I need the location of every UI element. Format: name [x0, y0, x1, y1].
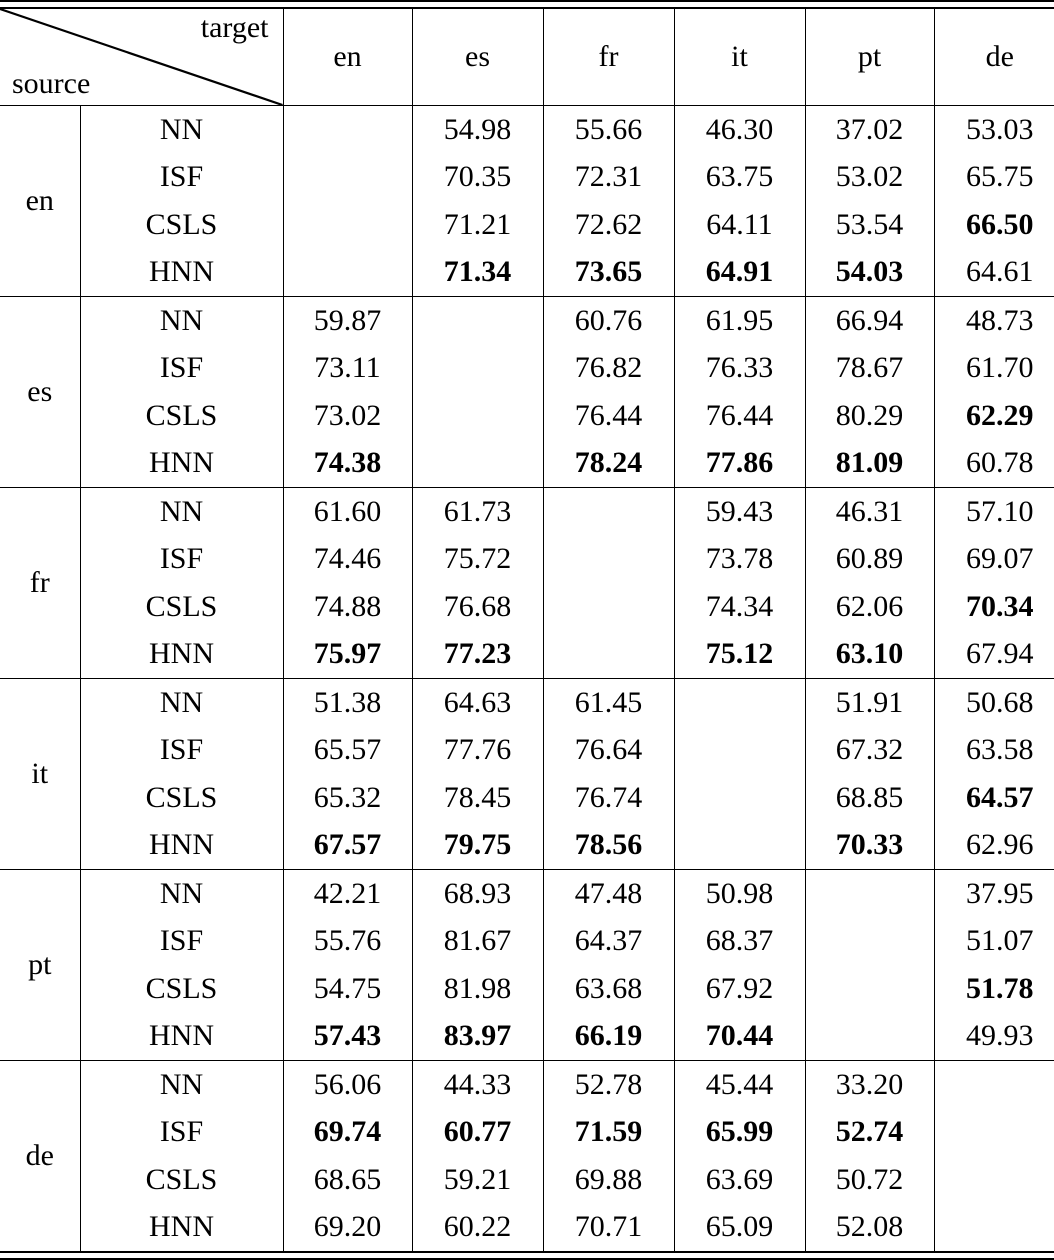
score-cell: 65.99: [674, 1109, 805, 1157]
score-cell: 59.43: [674, 488, 805, 536]
score-cell: 68.37: [674, 918, 805, 966]
score-cell: 49.93: [934, 1013, 1054, 1061]
method-label: CSLS: [80, 774, 283, 822]
score-cell: 46.30: [674, 106, 805, 154]
score-cell-empty: [543, 488, 674, 536]
score-cell: 37.02: [805, 106, 934, 154]
method-label: ISF: [80, 154, 283, 202]
score-cell: 72.62: [543, 201, 674, 249]
table-head: [0, 1, 1054, 106]
score-cell: 63.58: [934, 727, 1054, 775]
score-cell: 44.33: [412, 1061, 543, 1109]
score-cell: 53.02: [805, 154, 934, 202]
score-cell-empty: [674, 774, 805, 822]
score-cell: 78.56: [543, 822, 674, 870]
score-cell: 53.54: [805, 201, 934, 249]
score-cell-empty: [805, 870, 934, 918]
score-cell: 62.29: [934, 392, 1054, 440]
score-cell-empty: [805, 965, 934, 1013]
score-cell: 65.32: [283, 774, 412, 822]
table-row: [0, 249, 1054, 297]
score-cell: 60.89: [805, 536, 934, 584]
score-cell: 78.45: [412, 774, 543, 822]
score-cell: 70.71: [543, 1204, 674, 1253]
method-label: ISF: [80, 727, 283, 775]
header-row: [0, 8, 1054, 106]
score-cell-empty: [412, 297, 543, 345]
score-cell: 57.10: [934, 488, 1054, 536]
table-row: [0, 965, 1054, 1013]
score-cell: 78.67: [805, 345, 934, 393]
method-label: HNN: [80, 249, 283, 297]
score-cell: 74.38: [283, 440, 412, 488]
score-cell: 69.88: [543, 1156, 674, 1204]
method-label: HNN: [80, 822, 283, 870]
source-language-label: es: [0, 297, 80, 488]
source-language-label: pt: [0, 870, 80, 1061]
score-cell: 71.59: [543, 1109, 674, 1157]
score-cell: 74.34: [674, 583, 805, 631]
table-row: [0, 679, 1054, 727]
score-cell: 73.02: [283, 392, 412, 440]
top-rule: [0, 1, 1054, 8]
score-cell: 68.85: [805, 774, 934, 822]
score-cell: 69.07: [934, 536, 1054, 584]
score-cell: 81.67: [412, 918, 543, 966]
score-cell: 61.45: [543, 679, 674, 727]
table-row: [0, 1204, 1054, 1253]
score-cell: 66.19: [543, 1013, 674, 1061]
table-row: [0, 583, 1054, 631]
score-cell: 77.76: [412, 727, 543, 775]
score-cell-empty: [543, 583, 674, 631]
score-cell: 60.78: [934, 440, 1054, 488]
corner-header-cell: [0, 8, 283, 106]
score-cell: 70.35: [412, 154, 543, 202]
score-cell: 73.11: [283, 345, 412, 393]
table-row: [0, 392, 1054, 440]
table-row: [0, 1156, 1054, 1204]
score-cell: 76.74: [543, 774, 674, 822]
column-header-it: it: [674, 8, 805, 106]
method-label: NN: [80, 297, 283, 345]
score-cell: 60.76: [543, 297, 674, 345]
column-header-de: de: [934, 8, 1054, 106]
score-cell: 55.66: [543, 106, 674, 154]
table-row: [0, 345, 1054, 393]
score-cell: 68.93: [412, 870, 543, 918]
score-cell: 76.64: [543, 727, 674, 775]
score-cell-empty: [934, 1109, 1054, 1157]
score-cell: 64.61: [934, 249, 1054, 297]
score-cell: 64.63: [412, 679, 543, 727]
score-cell: 70.44: [674, 1013, 805, 1061]
score-cell: 74.46: [283, 536, 412, 584]
score-cell: 54.03: [805, 249, 934, 297]
score-cell: 75.12: [674, 631, 805, 679]
score-cell: 59.87: [283, 297, 412, 345]
score-cell: 48.73: [934, 297, 1054, 345]
method-label: HNN: [80, 440, 283, 488]
target-axis-label: target: [200, 11, 269, 44]
score-cell: 52.78: [543, 1061, 674, 1109]
score-cell: 81.09: [805, 440, 934, 488]
table-row: [0, 774, 1054, 822]
score-cell: 76.44: [543, 392, 674, 440]
method-label: ISF: [80, 918, 283, 966]
table-row: [0, 918, 1054, 966]
table-row: [0, 201, 1054, 249]
score-cell: 63.10: [805, 631, 934, 679]
score-cell: 42.21: [283, 870, 412, 918]
score-cell: 51.91: [805, 679, 934, 727]
top-double-rule-row: [0, 1, 1054, 8]
score-cell: 68.65: [283, 1156, 412, 1204]
method-label: CSLS: [80, 1156, 283, 1204]
score-cell: 67.57: [283, 822, 412, 870]
score-cell-empty: [283, 201, 412, 249]
column-header-es: es: [412, 8, 543, 106]
score-cell: 46.31: [805, 488, 934, 536]
method-label: CSLS: [80, 392, 283, 440]
score-cell: 80.29: [805, 392, 934, 440]
score-cell: 81.98: [412, 965, 543, 1013]
score-cell: 73.78: [674, 536, 805, 584]
score-cell: 60.22: [412, 1204, 543, 1253]
score-cell: 75.97: [283, 631, 412, 679]
method-label: ISF: [80, 345, 283, 393]
method-label: HNN: [80, 1013, 283, 1061]
score-cell: 50.68: [934, 679, 1054, 727]
score-cell: 61.70: [934, 345, 1054, 393]
score-cell: 53.03: [934, 106, 1054, 154]
table-row: [0, 870, 1054, 918]
score-cell: 50.72: [805, 1156, 934, 1204]
score-cell: 67.94: [934, 631, 1054, 679]
score-cell: 70.33: [805, 822, 934, 870]
score-cell: 73.65: [543, 249, 674, 297]
method-label: CSLS: [80, 583, 283, 631]
table-row: [0, 106, 1054, 154]
table-row: [0, 631, 1054, 679]
score-cell-empty: [543, 631, 674, 679]
score-cell: 67.92: [674, 965, 805, 1013]
score-cell: 65.09: [674, 1204, 805, 1253]
score-cell: 83.97: [412, 1013, 543, 1061]
method-label: NN: [80, 679, 283, 727]
score-cell: 55.76: [283, 918, 412, 966]
score-cell-empty: [543, 536, 674, 584]
score-cell: 57.43: [283, 1013, 412, 1061]
score-cell: 76.33: [674, 345, 805, 393]
score-cell: 61.73: [412, 488, 543, 536]
score-cell: 78.24: [543, 440, 674, 488]
score-cell: 51.78: [934, 965, 1054, 1013]
score-cell-empty: [934, 1204, 1054, 1253]
score-cell-empty: [805, 918, 934, 966]
score-cell-empty: [283, 154, 412, 202]
score-cell-empty: [674, 679, 805, 727]
score-cell-empty: [674, 727, 805, 775]
column-header-en: en: [283, 8, 412, 106]
score-cell: 70.34: [934, 583, 1054, 631]
score-cell-empty: [934, 1061, 1054, 1109]
score-cell-empty: [934, 1156, 1054, 1204]
score-cell: 64.11: [674, 201, 805, 249]
score-cell: 56.06: [283, 1061, 412, 1109]
score-cell-empty: [805, 1013, 934, 1061]
score-cell: 66.50: [934, 201, 1054, 249]
score-cell-empty: [412, 345, 543, 393]
score-cell: 76.82: [543, 345, 674, 393]
score-cell: 60.77: [412, 1109, 543, 1157]
source-language-label: de: [0, 1061, 80, 1253]
method-label: HNN: [80, 1204, 283, 1253]
column-header-pt: pt: [805, 8, 934, 106]
score-cell-empty: [283, 249, 412, 297]
score-cell: 54.75: [283, 965, 412, 1013]
score-cell: 69.20: [283, 1204, 412, 1253]
table-row: [0, 1109, 1054, 1157]
score-cell: 71.21: [412, 201, 543, 249]
table-body: [0, 106, 1054, 1253]
score-cell: 74.88: [283, 583, 412, 631]
score-cell: 76.44: [674, 392, 805, 440]
method-label: NN: [80, 106, 283, 154]
score-cell: 37.95: [934, 870, 1054, 918]
source-language-label: fr: [0, 488, 80, 679]
score-cell: 71.34: [412, 249, 543, 297]
score-cell: 79.75: [412, 822, 543, 870]
table-row: [0, 536, 1054, 584]
score-cell: 75.72: [412, 536, 543, 584]
score-cell: 63.69: [674, 1156, 805, 1204]
source-language-label: en: [0, 106, 80, 297]
method-label: CSLS: [80, 965, 283, 1013]
method-label: NN: [80, 1061, 283, 1109]
table-row: [0, 154, 1054, 202]
score-cell: 65.57: [283, 727, 412, 775]
table-row: [0, 488, 1054, 536]
score-cell: 51.38: [283, 679, 412, 727]
score-cell: 62.96: [934, 822, 1054, 870]
table-row: [0, 822, 1054, 870]
source-axis-label: source: [12, 67, 91, 100]
score-cell: 61.60: [283, 488, 412, 536]
method-label: HNN: [80, 631, 283, 679]
score-cell: 66.94: [805, 297, 934, 345]
score-cell: 62.06: [805, 583, 934, 631]
table-row: [0, 727, 1054, 775]
method-label: ISF: [80, 536, 283, 584]
column-header-fr: fr: [543, 8, 674, 106]
score-cell: 61.95: [674, 297, 805, 345]
score-cell: 64.91: [674, 249, 805, 297]
score-cell: 64.57: [934, 774, 1054, 822]
score-cell: 64.37: [543, 918, 674, 966]
table-row: [0, 1013, 1054, 1061]
score-cell: 65.75: [934, 154, 1054, 202]
table-row: [0, 440, 1054, 488]
table-row: [0, 1061, 1054, 1109]
score-cell: 69.74: [283, 1109, 412, 1157]
score-cell: 77.23: [412, 631, 543, 679]
score-cell: 72.31: [543, 154, 674, 202]
score-cell: 54.98: [412, 106, 543, 154]
score-cell: 63.68: [543, 965, 674, 1013]
score-cell: 67.32: [805, 727, 934, 775]
method-label: NN: [80, 488, 283, 536]
score-cell-empty: [283, 106, 412, 154]
score-cell: 52.74: [805, 1109, 934, 1157]
score-cell-empty: [412, 392, 543, 440]
method-label: NN: [80, 870, 283, 918]
score-cell: 51.07: [934, 918, 1054, 966]
score-cell: 76.68: [412, 583, 543, 631]
score-cell: 77.86: [674, 440, 805, 488]
source-language-label: it: [0, 679, 80, 870]
method-label: ISF: [80, 1109, 283, 1157]
score-cell-empty: [674, 822, 805, 870]
method-label: CSLS: [80, 201, 283, 249]
score-cell: 59.21: [412, 1156, 543, 1204]
score-cell: 52.08: [805, 1204, 934, 1253]
table-row: [0, 297, 1054, 345]
score-cell: 45.44: [674, 1061, 805, 1109]
score-cell: 50.98: [674, 870, 805, 918]
score-cell-empty: [412, 440, 543, 488]
score-cell: 63.75: [674, 154, 805, 202]
score-cell: 33.20: [805, 1061, 934, 1109]
score-cell: 47.48: [543, 870, 674, 918]
